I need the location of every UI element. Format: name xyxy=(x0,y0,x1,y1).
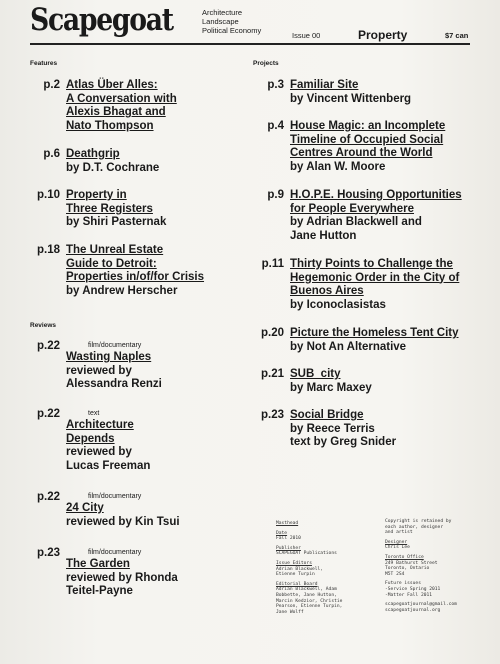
entry-title[interactable]: Thirty Points to Challenge the xyxy=(290,258,453,270)
feature-entry[interactable] xyxy=(43,79,177,133)
colophon-line: Pearson, Etienne Turpin, xyxy=(276,604,343,610)
entry-title[interactable]: Social Bridge xyxy=(290,409,364,421)
colophon-line: Adrian Blackwell, xyxy=(276,566,324,572)
entry-author: by D.T. Cochrane xyxy=(66,161,160,174)
page-number: p.2 xyxy=(43,79,60,91)
feature-entry[interactable] xyxy=(36,244,205,298)
entry-author: reviewed by Rhonda xyxy=(66,571,178,584)
page-number: p.18 xyxy=(36,244,60,256)
entry-author: Jane Hutton xyxy=(290,229,357,242)
page-number: p.6 xyxy=(43,148,60,160)
colophon-line: Adrian Blackwell, Adam xyxy=(276,587,337,593)
review-entry[interactable] xyxy=(36,340,162,392)
entry-title[interactable]: Timeline of Occupied Social xyxy=(290,133,444,146)
review-entry[interactable] xyxy=(36,408,151,473)
entry-title[interactable]: Guide to Detroit: xyxy=(66,257,157,270)
features-label: Features xyxy=(30,60,58,67)
entry-title[interactable]: 24 City xyxy=(66,502,104,514)
colophon-block xyxy=(385,581,480,598)
entry-author: by Reece Terris xyxy=(290,422,375,435)
entry-author: by Andrew Herscher xyxy=(66,284,178,297)
issue-title: Property xyxy=(358,28,408,42)
review-entry[interactable] xyxy=(36,547,178,599)
review-category: film/documentary xyxy=(88,342,142,349)
colophon-left xyxy=(276,521,376,619)
colophon-website[interactable]: scapegoatjournal.org xyxy=(385,607,441,613)
issue-number: Issue 00 xyxy=(292,31,321,40)
colophon-line: Bobbette, Jane Hutton, xyxy=(276,592,337,598)
entry-title[interactable]: Property in xyxy=(66,189,127,201)
entry-title[interactable]: Deathgrip xyxy=(66,148,120,160)
entry-author: Alessandra Renzi xyxy=(66,378,162,390)
page-number: p.11 xyxy=(261,258,284,270)
colophon-line: Copyright is retained by xyxy=(385,519,452,524)
project-entry[interactable] xyxy=(260,327,459,354)
colophon-line: each author, designer xyxy=(385,524,444,530)
project-entry[interactable] xyxy=(260,368,372,395)
colophon-label: Masthead xyxy=(276,521,299,526)
review-category: text xyxy=(88,410,100,417)
project-entry[interactable] xyxy=(267,189,462,243)
entry-title[interactable]: House Magic: an Incomplete xyxy=(290,120,446,132)
colophon-line: Marcin Kedzior, Christie xyxy=(276,598,343,604)
colophon-block xyxy=(276,561,376,578)
page-number: p.22 xyxy=(36,408,60,420)
project-entry[interactable] xyxy=(260,409,397,450)
colophon-line: and artist xyxy=(385,530,413,536)
project-entry[interactable] xyxy=(267,79,412,106)
colophon-label: Future issues xyxy=(385,581,421,587)
feature-entry[interactable] xyxy=(43,148,160,175)
colophon-block xyxy=(385,602,480,613)
entry-author: by Alan W. Moore xyxy=(290,160,386,173)
colophon-line: Toronto, Ontario xyxy=(385,566,430,572)
entry-author: text by Greg Snider xyxy=(290,436,397,448)
entry-title[interactable]: Architecture xyxy=(66,419,134,431)
colophon-line: Jane Wolff xyxy=(276,609,304,615)
entry-title[interactable]: Nato Thompson xyxy=(66,119,154,132)
entry-title[interactable]: Three Registers xyxy=(66,202,153,215)
entry-title[interactable]: Wasting Naples xyxy=(66,351,152,363)
tagline-line: Architecture xyxy=(202,8,243,17)
review-category: film/documentary xyxy=(88,493,142,500)
feature-entry[interactable] xyxy=(36,189,167,230)
colophon-line: M5T 2S4 xyxy=(385,571,405,577)
entry-title[interactable]: SUB_city xyxy=(290,368,341,380)
colophon-line: -Service Spring 2011 xyxy=(385,586,441,592)
colophon-line: Chris Lee xyxy=(385,545,410,551)
review-category: film/documentary xyxy=(88,549,142,556)
colophon-label: Date xyxy=(276,530,288,536)
entry-author: reviewed by Kin Tsui xyxy=(66,515,180,528)
page-number: p.4 xyxy=(267,120,284,132)
entry-title[interactable]: for People Everywhere xyxy=(290,202,414,215)
entry-title[interactable]: A Conversation with xyxy=(66,92,177,105)
colophon-line: SCAPEGOAT Publications xyxy=(276,551,337,557)
tagline xyxy=(202,8,261,35)
colophon-block xyxy=(276,531,376,542)
masthead-header xyxy=(30,4,470,48)
colophon-block xyxy=(385,540,480,551)
entry-title[interactable]: Picture the Homeless Tent City xyxy=(290,327,459,339)
page-number: p.10 xyxy=(36,189,60,201)
colophon-block xyxy=(276,546,376,557)
colophon-block xyxy=(385,555,480,577)
page-number: p.23 xyxy=(260,409,284,421)
page-number: p.3 xyxy=(267,79,284,91)
entry-author: by Adrian Blackwell and xyxy=(290,216,422,228)
colophon-label: Editorial Board xyxy=(276,581,318,587)
entry-author: Teitel-Payne xyxy=(66,585,133,597)
projects-label: Projects xyxy=(253,60,279,67)
review-entry[interactable] xyxy=(36,491,180,529)
entry-title[interactable]: Depends xyxy=(66,432,115,445)
colophon-label: Publisher xyxy=(276,545,301,551)
entry-author: by Not An Alternative xyxy=(290,340,407,353)
entry-title[interactable]: Centres Around the World xyxy=(290,147,433,159)
page-number: p.22 xyxy=(36,340,60,352)
entry-title[interactable]: Atlas Über Alles: xyxy=(66,79,158,91)
colophon-line: Etienne Turpin xyxy=(276,572,315,578)
entry-author: Lucas Freeman xyxy=(66,459,151,472)
entry-title[interactable]: Alexis Bhagat and xyxy=(66,106,166,118)
entry-title[interactable]: Hegemonic Order in the City of xyxy=(290,271,460,284)
colophon-label: Designer xyxy=(385,539,408,545)
colophon-block xyxy=(276,582,376,616)
scapegoat-logo: Scapegoat xyxy=(30,2,173,38)
price: $7 can xyxy=(445,31,469,40)
colophon-block xyxy=(385,519,480,536)
entry-title[interactable]: Familiar Site xyxy=(290,79,359,91)
reviews-label: Reviews xyxy=(30,322,57,329)
entry-title[interactable]: Buenos Aires xyxy=(290,285,364,297)
entry-title[interactable]: Properties in/of/for Crisis xyxy=(66,271,205,283)
colophon-line: -Matter Fall 2011 xyxy=(385,592,433,598)
header-rule xyxy=(30,43,470,45)
project-entry[interactable] xyxy=(267,120,446,174)
colophon-line: 249 Bathurst Street xyxy=(385,560,438,566)
page-number: p.21 xyxy=(260,368,284,380)
entry-author: reviewed by xyxy=(66,446,132,458)
entry-author: by Vincent Wittenberg xyxy=(290,92,412,105)
entry-title[interactable]: H.O.P.E. Housing Opportunities xyxy=(290,189,462,201)
colophon-line: Fall 2010 xyxy=(276,536,301,542)
entry-title[interactable]: The Unreal Estate xyxy=(66,244,164,256)
colophon-label: Toronto Office xyxy=(385,554,424,560)
tagline-line: Political Economy xyxy=(202,26,262,35)
colophon-email[interactable]: scapegoatjournal@gmail.com xyxy=(385,602,457,608)
colophon-label: Issue Editors xyxy=(276,560,312,566)
tagline-line: Landscape xyxy=(202,17,239,26)
page-number: p.9 xyxy=(267,189,284,201)
page-number: p.23 xyxy=(36,547,60,559)
entry-title[interactable]: The Garden xyxy=(66,558,130,570)
entry-author: by Marc Maxey xyxy=(290,381,372,394)
page-number: p.20 xyxy=(260,327,284,339)
colophon-right xyxy=(385,519,480,617)
project-entry[interactable] xyxy=(261,258,460,312)
colophon-block xyxy=(276,521,376,527)
entry-author: by Shiri Pasternak xyxy=(66,216,167,228)
entry-author: reviewed by xyxy=(66,364,132,377)
entry-author: by Iconoclasistas xyxy=(290,298,386,311)
page-number: p.22 xyxy=(36,491,60,503)
